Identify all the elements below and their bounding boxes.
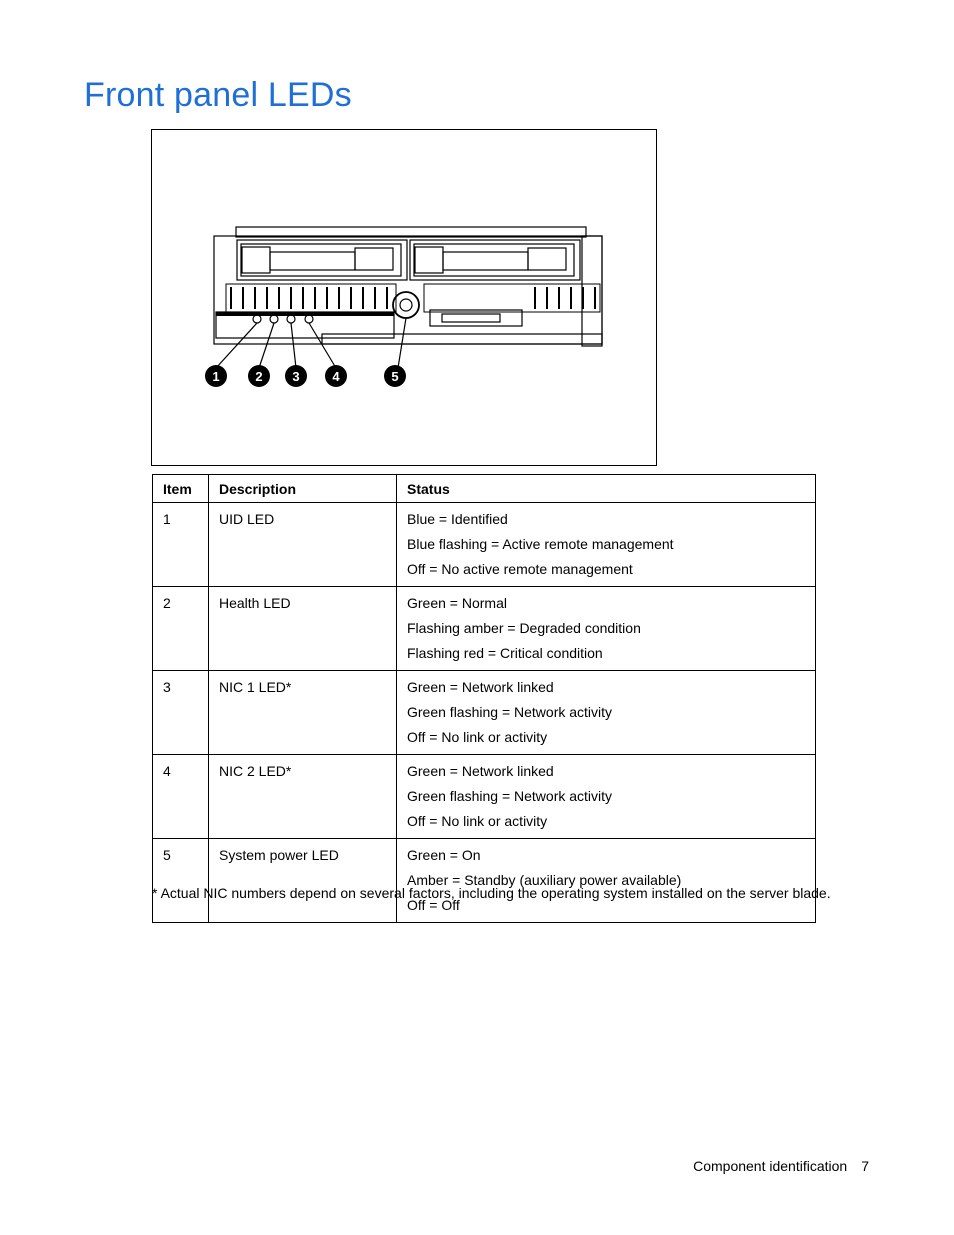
- callout-5: [384, 365, 406, 387]
- row-status-line: Green flashing = Network activity: [407, 704, 613, 720]
- row-status-line: Green = On: [407, 847, 481, 863]
- table-row: [153, 671, 816, 755]
- callout-5-label: 5: [391, 369, 399, 384]
- server-blade-illustration: [152, 130, 658, 467]
- row-item: 1: [163, 511, 171, 527]
- row-item: 2: [163, 595, 171, 611]
- footer-page-number: 7: [861, 1158, 869, 1174]
- page-title: Front panel LEDs: [84, 76, 352, 114]
- callout-2-label: 2: [255, 369, 263, 384]
- row-status-line: Flashing red = Critical condition: [407, 645, 603, 661]
- row-description: NIC 1 LED*: [219, 679, 292, 695]
- row-status-line: Green flashing = Network activity: [407, 788, 613, 804]
- row-description: NIC 2 LED*: [219, 763, 292, 779]
- row-description: System power LED: [219, 847, 339, 863]
- callout-3-label: 3: [292, 369, 300, 384]
- table-header-row: [153, 475, 816, 503]
- header-description: Description: [209, 475, 397, 503]
- callout-3: [285, 365, 307, 387]
- row-description: Health LED: [219, 595, 291, 611]
- callout-4: [325, 365, 347, 387]
- page-footer: [693, 1158, 869, 1174]
- drive-bay-2: [410, 240, 580, 280]
- row-status-line: Off = No active remote management: [407, 561, 633, 577]
- row-status-line: Green = Network linked: [407, 679, 554, 695]
- row-description: UID LED: [219, 511, 275, 527]
- drive-bay-1: [237, 240, 407, 280]
- table-row: [153, 503, 816, 587]
- row-item: 5: [163, 847, 171, 863]
- callout-1: [205, 365, 227, 387]
- row-status-line: Green = Normal: [407, 595, 507, 611]
- footnote: * Actual NIC numbers depend on several factors, including the operating system installed on the server blade.: [152, 885, 831, 901]
- row-status-line: Off = No link or activity: [407, 813, 548, 829]
- row-item: 3: [163, 679, 171, 695]
- callout-4-label: 4: [332, 369, 340, 384]
- table-row: [153, 839, 816, 923]
- callout-2: [248, 365, 270, 387]
- callouts: [205, 365, 406, 387]
- led-table: [152, 474, 816, 923]
- power-button: [393, 292, 419, 318]
- callout-1-label: 1: [212, 369, 220, 384]
- row-status-line: Blue flashing = Active remote management: [407, 536, 674, 552]
- front-panel-figure: [151, 129, 657, 466]
- row-status-line: Off = No link or activity: [407, 729, 548, 745]
- table-row: [153, 587, 816, 671]
- header-item: Item: [153, 475, 209, 503]
- header-status: Status: [397, 475, 816, 503]
- row-status-line: Amber = Standby (auxiliary power available): [407, 872, 682, 888]
- table-row: [153, 755, 816, 839]
- row-item: 4: [163, 763, 171, 779]
- row-status-line: Off = Off: [407, 897, 460, 913]
- row-status-line: Green = Network linked: [407, 763, 554, 779]
- row-status-line: Flashing amber = Degraded condition: [407, 620, 641, 636]
- row-status-line: Blue = Identified: [407, 511, 508, 527]
- footer-section: Component identification: [693, 1158, 848, 1174]
